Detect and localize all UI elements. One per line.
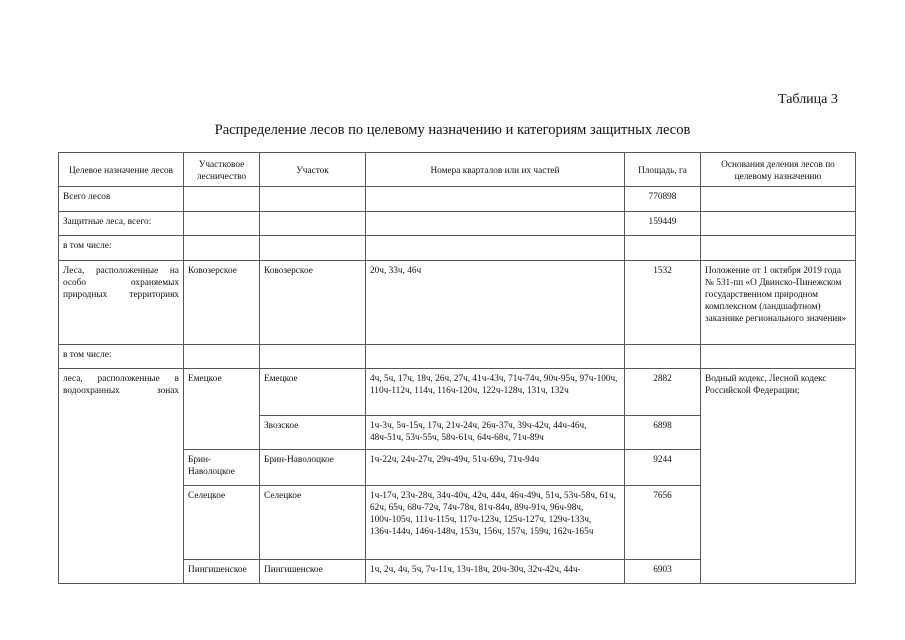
empty-cell <box>184 236 260 261</box>
blocks-cell: 1ч-3ч, 5ч-15ч, 17ч, 21ч-24ч, 26ч-37ч, 39ч-42ч, 44ч-46ч, 48ч-51ч, 53ч-55ч, 58ч-61ч, 64ч-68ч, 71ч-89ч <box>366 416 625 450</box>
site-cell: Селецкое <box>260 486 366 560</box>
header-district-forestry: Участковое лесничество <box>184 153 260 187</box>
header-site: Участок <box>260 153 366 187</box>
header-block-numbers: Номера кварталов или их частей <box>366 153 625 187</box>
forestry-cell: Брин-Наволоцкое <box>184 450 260 486</box>
empty-cell <box>184 187 260 212</box>
area-cell: 6898 <box>625 416 701 450</box>
forestry-cell: Селецкое <box>184 486 260 560</box>
header-area: Площадь, га <box>625 153 701 187</box>
document-title: Распределение лесов по целевому назначению и категориям защитных лесов <box>214 122 691 138</box>
forestry-cell: Емецкое <box>184 369 260 450</box>
empty-cell <box>625 345 701 369</box>
blocks-cell: 1ч-17ч, 23ч-28ч, 34ч-40ч, 42ч, 44ч, 46ч-49ч, 51ч, 53ч-58ч, 61ч, 62ч, 65ч, 68ч-72ч, 74ч-78ч, 81ч-84ч, 89ч-91ч, 96ч-98ч, 100ч-105ч, 111ч-115ч, 117ч-123ч, 125ч-127ч, 129ч-133ч, 136ч-144ч, 146ч-148ч, 153ч, 156ч, 157ч, 159ч, 162ч-165ч <box>366 486 625 560</box>
empty-cell <box>260 236 366 261</box>
table-row <box>59 345 856 369</box>
area-cell: 9244 <box>625 450 701 486</box>
site-cell: Звозское <box>260 416 366 450</box>
forestry-cell: Пингишенское <box>184 560 260 584</box>
empty-cell <box>625 236 701 261</box>
empty-cell <box>260 187 366 212</box>
basis-cell: Водный кодекс, Лесной кодекс Российской Федерации; <box>701 369 856 584</box>
table-number-label: Таблица 3 <box>778 92 838 107</box>
row-water-protection-label: леса, расположенные в водоохранных зонах <box>59 369 184 584</box>
table-row <box>59 212 856 236</box>
empty-cell <box>260 345 366 369</box>
row-including-label: в том числе: <box>59 345 184 369</box>
table-header-row <box>59 153 856 187</box>
empty-cell <box>366 345 625 369</box>
forest-distribution-table <box>58 152 856 584</box>
empty-cell <box>184 345 260 369</box>
empty-cell <box>366 236 625 261</box>
area-cell: 2882 <box>625 369 701 416</box>
empty-cell <box>366 212 625 236</box>
empty-cell <box>366 187 625 212</box>
site-cell: Пингишенское <box>260 560 366 584</box>
blocks-cell: 1ч, 2ч, 4ч, 5ч, 7ч-11ч, 13ч-18ч, 20ч-30ч, 32ч-42ч, 44ч- <box>366 560 625 584</box>
row-protective-label: Защитные леса, всего: <box>59 212 184 236</box>
empty-cell <box>701 212 856 236</box>
forestry-cell: Ковозерское <box>184 261 260 345</box>
empty-cell <box>184 212 260 236</box>
header-basis: Основания деления лесов по целевому назначению <box>701 153 856 187</box>
empty-cell <box>701 236 856 261</box>
row-total-area: 770898 <box>625 187 701 212</box>
table-row <box>59 369 856 416</box>
empty-cell <box>260 212 366 236</box>
site-cell: Емецкое <box>260 369 366 416</box>
blocks-cell: 20ч, 33ч, 46ч <box>366 261 625 345</box>
site-cell: Брин-Наволоцкое <box>260 450 366 486</box>
table-row <box>59 187 856 212</box>
area-cell: 6903 <box>625 560 701 584</box>
site-cell: Ковозерское <box>260 261 366 345</box>
empty-cell <box>701 345 856 369</box>
row-total-label: Всего лесов <box>59 187 184 212</box>
table-row <box>59 236 856 261</box>
area-cell: 7656 <box>625 486 701 560</box>
row-including-label: в том числе: <box>59 236 184 261</box>
header-purpose: Целевое назначение лесов <box>59 153 184 187</box>
row-protected-areas-label: Леса, расположенные на особо охраняемых природных территориях <box>59 261 184 345</box>
blocks-cell: 1ч-22ч, 24ч-27ч, 29ч-49ч, 51ч-69ч, 71ч-94ч <box>366 450 625 486</box>
blocks-cell: 4ч, 5ч, 17ч, 18ч, 26ч, 27ч, 41ч-43ч, 71ч-74ч, 90ч-95ч, 97ч-100ч, 110ч-112ч, 114ч, 116ч-120ч, 122ч-128ч, 131ч, 132ч <box>366 369 625 416</box>
row-protective-area: 159449 <box>625 212 701 236</box>
table-row <box>59 261 856 345</box>
basis-cell: Положение от 1 октября 2019 года № 531-пп «О Двинско-Пинежском государственном природном комплексном (ландшафтном) заказнике регионального значения» <box>701 261 856 345</box>
empty-cell <box>701 187 856 212</box>
area-cell: 1532 <box>625 261 701 345</box>
